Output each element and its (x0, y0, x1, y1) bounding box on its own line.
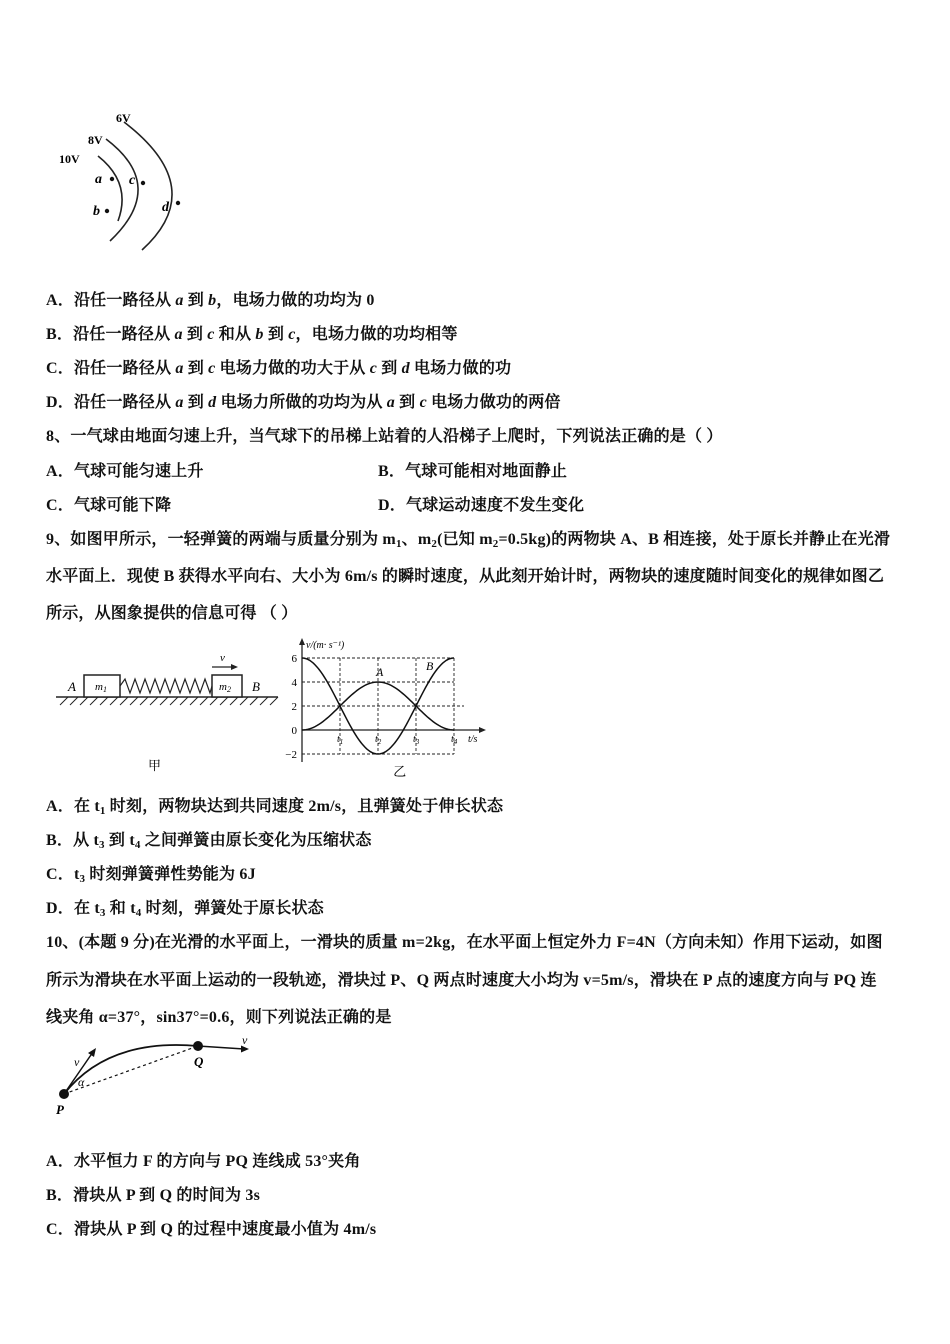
point-a (110, 177, 114, 181)
var: d (208, 394, 217, 411)
caption-jia: 甲 (148, 758, 162, 773)
text: 之间弹簧由原长变化为压缩状态 (140, 832, 372, 849)
label-b: b (93, 204, 100, 219)
subscript: 4 (135, 907, 142, 919)
chart-caption: 乙 (393, 764, 407, 779)
text: D．沿任一路径从 (46, 394, 176, 411)
label-m1: m1 (95, 681, 107, 694)
y-tick-label: 0 (291, 725, 297, 737)
label-B: B (252, 679, 260, 694)
x-tick-label: $t_2$ (375, 734, 382, 746)
var: b (208, 292, 217, 309)
subscript: 2 (431, 538, 438, 550)
subscript: 1 (99, 805, 106, 817)
var: d (401, 360, 410, 377)
q9-option-a (46, 793, 503, 817)
q8-option-c: C．气球可能下降 (46, 497, 172, 514)
v-arrow-head-p (88, 1048, 96, 1057)
label-8v: 8V (88, 133, 103, 147)
q10-option-c: C．滑块从 P 到 Q 的过程中速度最小值为 4m/s (46, 1221, 377, 1238)
text: B．沿任一路径从 (46, 326, 175, 343)
text: C．t (46, 866, 80, 883)
text: 时刻弹簧弹性势能为 6J (85, 866, 256, 883)
var: c (369, 360, 377, 377)
text: ，电场力做的功均为 0 (216, 292, 375, 309)
q9-option-d (46, 895, 324, 919)
fig-jia-spring-blocks (52, 645, 292, 775)
q8-option-b: B．气球可能相对地面静止 (378, 463, 568, 480)
var: a (386, 394, 395, 411)
q8-option-a: A．气球可能匀速上升 (46, 463, 204, 480)
text: 到 (183, 394, 209, 411)
spring (120, 679, 212, 693)
label-a: a (95, 172, 102, 187)
equipotential-figure (50, 108, 250, 258)
text: 到 t (104, 832, 135, 849)
fig-trajectory (48, 1030, 278, 1120)
text: 电场力所做的功均为从 (216, 394, 387, 411)
text: 9、如图甲所示，一轻弹簧的两端与质量分别为 m (46, 531, 396, 548)
subscript: 3 (99, 839, 105, 851)
text: ，电场力做的功均相等 (295, 326, 458, 343)
x-axis-label: t/s (468, 734, 478, 745)
y-tick-label: 4 (291, 677, 297, 689)
var: c (288, 326, 296, 343)
var: a (174, 326, 183, 343)
y-axis-arrow (299, 638, 305, 645)
text: 到 (183, 360, 209, 377)
text: 到 (263, 326, 289, 343)
text: 、m (401, 531, 432, 548)
y-tick-label: −2 (285, 749, 297, 761)
label-A: A (68, 679, 76, 694)
var: c (207, 326, 215, 343)
q7-option-c (46, 355, 511, 378)
q9-option-c (46, 861, 256, 885)
velocity-arrow-head (231, 664, 238, 670)
q10-option-b: B．滑块从 P 到 Q 的时间为 3s (46, 1187, 261, 1204)
label-p: P (56, 1102, 64, 1117)
q8-stem: 8、一气球由地面匀速上升，当气球下的吊梯上站着的人沿梯子上爬时，下列说法正确的是（ ） (46, 428, 723, 445)
text: B．从 t (46, 832, 100, 849)
var: a (175, 394, 184, 411)
label-6v: 6V (116, 111, 131, 125)
text: 到 (377, 360, 402, 377)
point-c (141, 181, 145, 185)
var: a (175, 360, 184, 377)
q9-stem-line1 (46, 526, 890, 550)
var: c (419, 394, 427, 411)
y-axis-label: v/(m· s⁻¹) (306, 640, 345, 651)
q10-stem-line1: 10、(本题 9 分)在光滑的水平面上，一滑块的质量 m=2kg，在水平面上恒定外力 F=4N（方向未知）作用下运动，如图 (46, 934, 883, 951)
label-q: Q (194, 1054, 204, 1069)
text: 电场力做的功大于从 (215, 360, 370, 377)
label-10v: 10V (59, 152, 80, 166)
text: =0.5kg)的两物块 A、B 相连接，处于原长并静止在光滑 (498, 531, 891, 548)
text: A．在 t (46, 798, 100, 815)
series-label-B: B (426, 659, 434, 673)
text: 电场力做的功 (409, 360, 512, 377)
text: 到 (183, 292, 209, 309)
point-q (193, 1041, 203, 1051)
subscript: 3 (79, 873, 86, 885)
label-alpha: α (78, 1075, 85, 1089)
q9-option-b (46, 827, 372, 851)
var: a (175, 292, 184, 309)
text: 和从 (214, 326, 256, 343)
subscript: 1 (395, 538, 402, 550)
q10-option-a: A．水平恒力 F 的方向与 PQ 连线成 53°夹角 (46, 1153, 361, 1170)
x-tick-label: $t_1$ (337, 734, 344, 746)
label-c: c (129, 173, 136, 188)
label-m2: m2 (219, 681, 231, 694)
subscript: 4 (134, 839, 141, 851)
var: c (208, 360, 216, 377)
point-p (59, 1089, 69, 1099)
label-d: d (162, 200, 169, 215)
text: 时刻，弹簧处于原长状态 (141, 900, 324, 917)
q10-stem-line3: 线夹角 α=37°，sin37°=0.6，则下列说法正确的是 (46, 1009, 392, 1026)
q7-option-b (46, 321, 458, 344)
series-label-A: A (376, 665, 384, 679)
x-tick-label: $t_3$ (413, 734, 420, 746)
q10-stem-line2: 所示为滑块在水平面上运动的一段轨迹，滑块过 P、Q 两点时速度大小均为 v=5m/s，滑块在 P 点的速度方向与 PQ 连 (46, 972, 877, 989)
text: D．在 t (46, 900, 100, 917)
text: 时刻，两物块达到共同速度 2m/s，且弹簧处于伸长状态 (105, 798, 504, 815)
subscript: 2 (492, 538, 499, 550)
ground-hatching (60, 697, 278, 705)
text: 电场力做功的两倍 (426, 394, 561, 411)
x-axis-arrow (479, 727, 486, 733)
equipotential-line-10v (98, 156, 122, 221)
text: 到 (182, 326, 208, 343)
point-b (105, 209, 109, 213)
var: b (255, 326, 264, 343)
text: A．沿任一路径从 (46, 292, 176, 309)
q9-stem-line2: 水平面上．现使 B 获得水平向右、大小为 6m/s 的瞬时速度，从此刻开始计时，两物块的速度随时间变化的规律如图乙 (46, 568, 885, 585)
x-tick-label: $t_4$ (451, 734, 458, 746)
fig-yi-vt-chart (276, 630, 496, 780)
q8-option-d: D．气球运动速度不发生变化 (378, 497, 585, 514)
text: 到 (394, 394, 420, 411)
q7-option-d (46, 389, 561, 412)
q9-stem-line3: 所示，从图象提供的信息可得 （ ） (46, 605, 298, 622)
label-v: v (220, 652, 225, 664)
y-tick-label: 2 (291, 701, 297, 713)
equipotential-line-8v (106, 139, 138, 241)
y-tick-label: 6 (291, 653, 297, 665)
q7-option-a (46, 287, 375, 310)
trajectory-tail (198, 1046, 244, 1049)
text: C．沿任一路径从 (46, 360, 176, 377)
label-v-p: v (74, 1055, 80, 1069)
point-d (176, 201, 180, 205)
text: 和 t (105, 900, 136, 917)
label-v-q: v (242, 1033, 248, 1047)
text: (已知 m (437, 531, 493, 548)
subscript: 3 (99, 907, 106, 919)
